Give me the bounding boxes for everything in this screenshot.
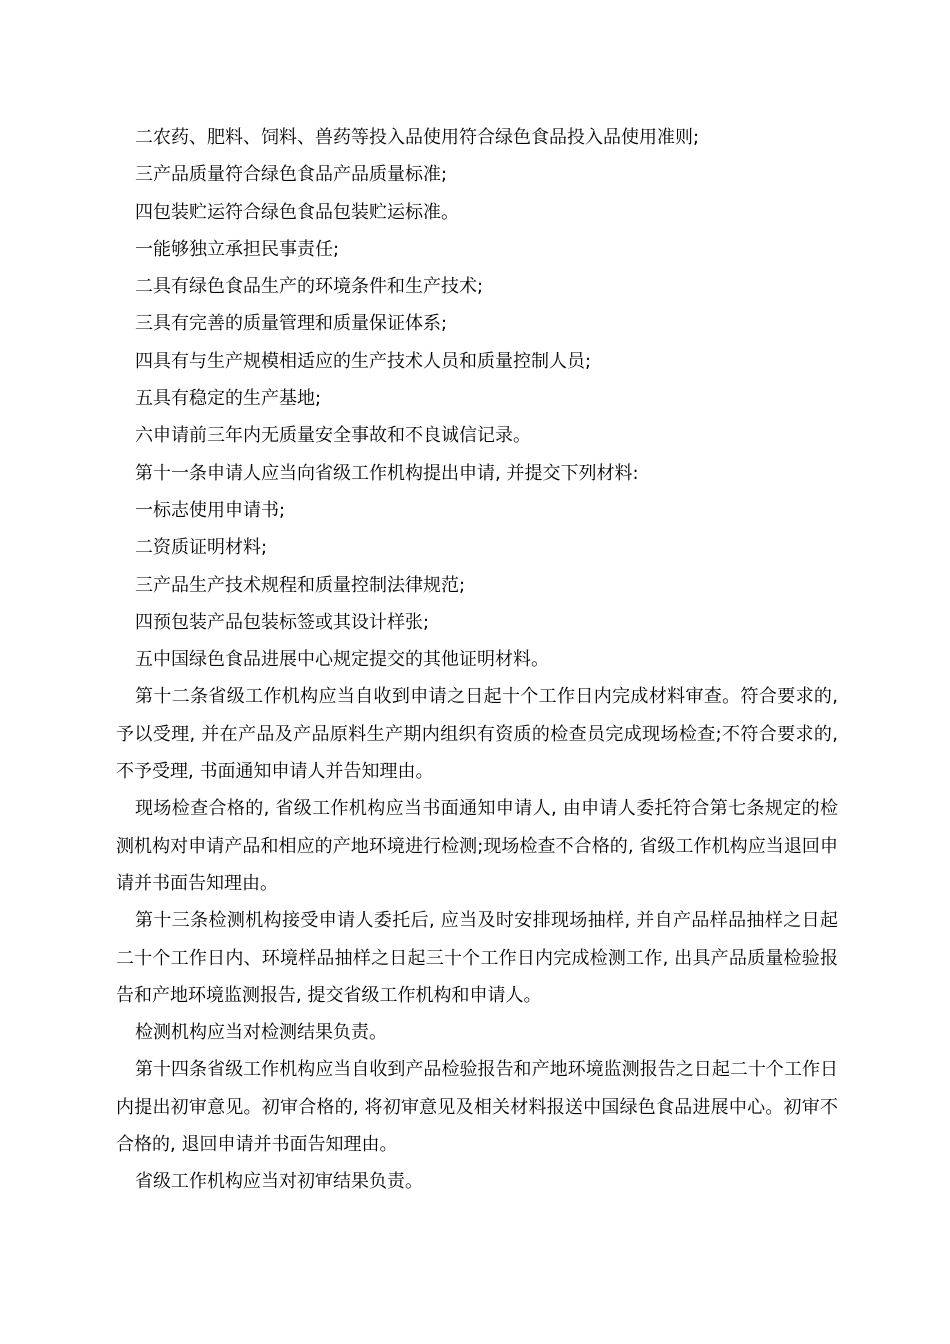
paragraph: 五具有稳定的生产基地;: [135, 388, 322, 410]
paragraph: 六申请前三年内无质量安全事故和不良诚信记录。: [135, 425, 531, 447]
paragraph: 第十三条检测机构接受申请人委托后, 应当及时安排现场抽样, 并自产品样品抽样之日起二十个工作日内、环境样品抽样之日起三十个工作日内完成检测工作, 出具产品质量检验报告和产地环境监测报告, 提交省级工作机构和申请人。: [116, 910, 838, 1006]
paragraph: 三具有完善的质量管理和质量保证体系;: [135, 313, 448, 335]
paragraph: 一标志使用申请书;: [135, 499, 286, 521]
paragraph: 三产品生产技术规程和质量控制法律规范;: [135, 574, 466, 596]
paragraph: 四具有与生产规模相适应的生产技术人员和质量控制人员;: [135, 350, 592, 372]
paragraph: 检测机构应当对检测结果负责。: [135, 1022, 387, 1044]
paragraph: 四包装贮运符合绿色食品包装贮运标准。: [135, 201, 459, 223]
paragraph: 二农药、肥料、饲料、兽药等投入品使用符合绿色食品投入品使用准则;: [135, 127, 700, 148]
paragraph: 二资质证明材料;: [135, 537, 268, 559]
paragraph: 第十一条申请人应当向省级工作机构提出申请, 并提交下列材料:: [135, 462, 639, 484]
paragraph: 省级工作机构应当对初审结果负责。: [135, 1171, 423, 1193]
paragraph: 四预包装产品包装标签或其设计样张;: [135, 611, 430, 633]
paragraph: 现场检查合格的, 省级工作机构应当书面通知申请人, 由申请人委托符合第七条规定的检测机构对申请产品和相应的产地环境进行检测;现场检查不合格的, 省级工作机构应当退回申请并书面告知理由。: [116, 798, 838, 894]
paragraph: 三产品质量符合绿色食品产品质量标准;: [135, 164, 448, 186]
paragraph: 一能够独立承担民事责任;: [135, 238, 340, 260]
paragraph: 二具有绿色食品生产的环境条件和生产技术;: [135, 276, 484, 298]
document-body: [116, 119, 838, 1201]
paragraph: 第十二条省级工作机构应当自收到申请之日起十个工作日内完成材料审查。符合要求的, 予以受理, 并在产品及产品原料生产期内组织有资质的检查员完成现场检查;不符合要求的, 不予受理, 书面通知申请人并告知理由。: [116, 686, 838, 783]
paragraph: 第十四条省级工作机构应当自收到产品检验报告和产地环境监测报告之日起二十个工作日内提出初审意见。初审合格的, 将初审意见及相关材料报送中国绿色食品进展中心。初审不合格的, 退回申请并书面告知理由。: [116, 1059, 838, 1156]
paragraph: 五中国绿色食品进展中心规定提交的其他证明材料。: [135, 649, 549, 671]
